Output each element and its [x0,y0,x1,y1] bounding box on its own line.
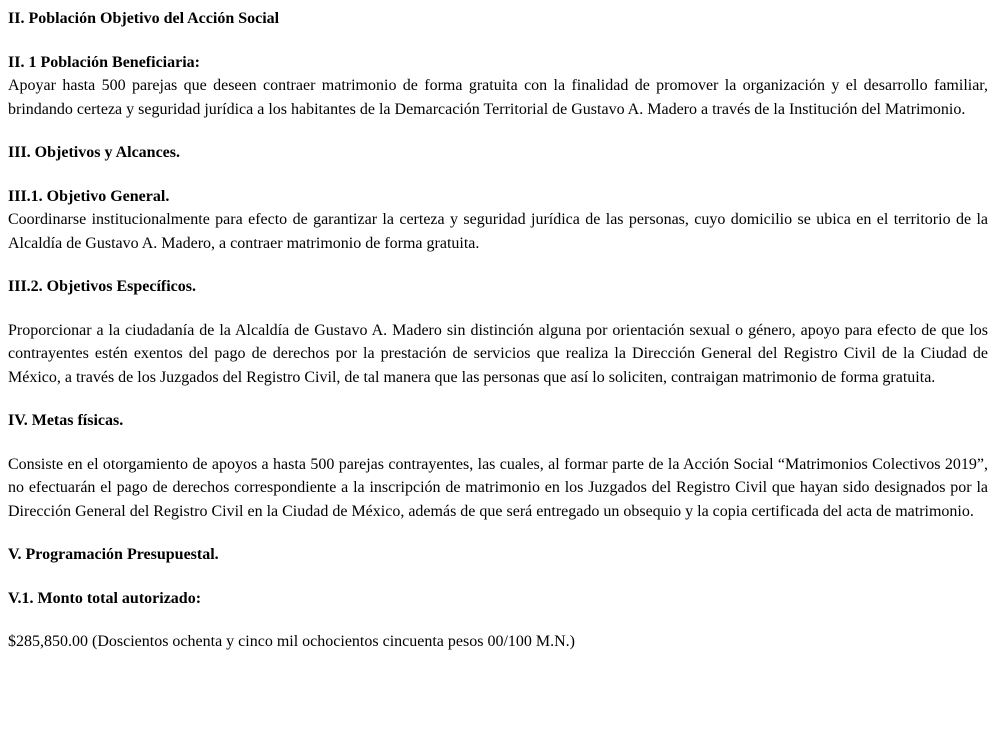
section-iii-2-body [8,319,988,390]
section-iii-2-heading [8,275,988,299]
paragraph-objetivo-general: Coordinarse institucionalmente para efecto de garantizar la certeza y seguridad jurídica de las personas, cuyo domicilio se ubica en el territorio de la Alcaldía de Gustavo A. Madero, a contraer matrimonio de forma gratuita. [8,211,988,252]
section-heading-objetivos-alcances: III. Objetivos y Alcances. [8,144,180,161]
section-heading-programacion-presupuestal: V. Programación Presupuestal. [8,546,219,563]
section-iii-1 [8,185,988,256]
section-heading-metas-fisicas: IV. Metas físicas. [8,412,124,429]
section-heading-objetivo-general: III.1. Objetivo General. [8,187,170,205]
section-iv-body [8,453,988,524]
paragraph-monto-total: $285,850.00 (Doscientos ochenta y cinco mil ochocientos cincuenta pesos 00/100 M.N.) [8,633,575,650]
section-iv-heading [8,409,988,433]
section-iii [8,141,988,165]
section-heading-monto-total: V.1. Monto total autorizado: [8,589,202,607]
section-heading-poblacion-objetivo: II. Población Objetivo del Acción Social [8,10,280,27]
section-ii [8,7,988,31]
section-v-1-body [8,630,988,654]
section-ii-1 [8,51,988,122]
section-heading-objetivos-especificos: III.2. Objetivos Específicos. [8,278,196,295]
paragraph-poblacion-beneficiaria: Apoyar hasta 500 parejas que deseen contraer matrimonio de forma gratuita con la finalidad de promover la organización y el desarrollo familiar, brindando certeza y seguridad jurídica a los habitantes de la Demarcación Territorial de Gustavo A. Madero a través de la Institución del Matrimonio. [8,77,988,118]
paragraph-metas-fisicas: Consiste en el otorgamiento de apoyos a hasta 500 parejas contrayentes, las cuales, al formar parte de la Acción Social “Matrimonios Colectivos 2019”, no efectuarán el pago de derechos correspondiente a la inscripción de matrimonio en los Juzgados del Registro Civil que hayan sido designados por la Dirección General del Registro Civil en la Ciudad de México, además de que será entregado un obsequio y la copia certificada del acta de matrimonio. [8,455,988,520]
section-heading-poblacion-beneficiaria: II. 1 Población Beneficiaria: [8,53,200,71]
paragraph-objetivos-especificos: Proporcionar a la ciudadanía de la Alcaldía de Gustavo A. Madero sin distinción alguna por orientación sexual o género, apoyo para efecto de que los contrayentes estén exentos del pago de derechos por la prestación de servicios que realiza la Dirección General del Registro Civil de la Ciudad de México, a través de los Juzgados del Registro Civil, de tal manera que las personas que así lo soliciten, contraigan matrimonio de forma gratuita. [8,321,988,386]
section-v-1-heading [8,587,988,611]
section-v [8,543,988,567]
